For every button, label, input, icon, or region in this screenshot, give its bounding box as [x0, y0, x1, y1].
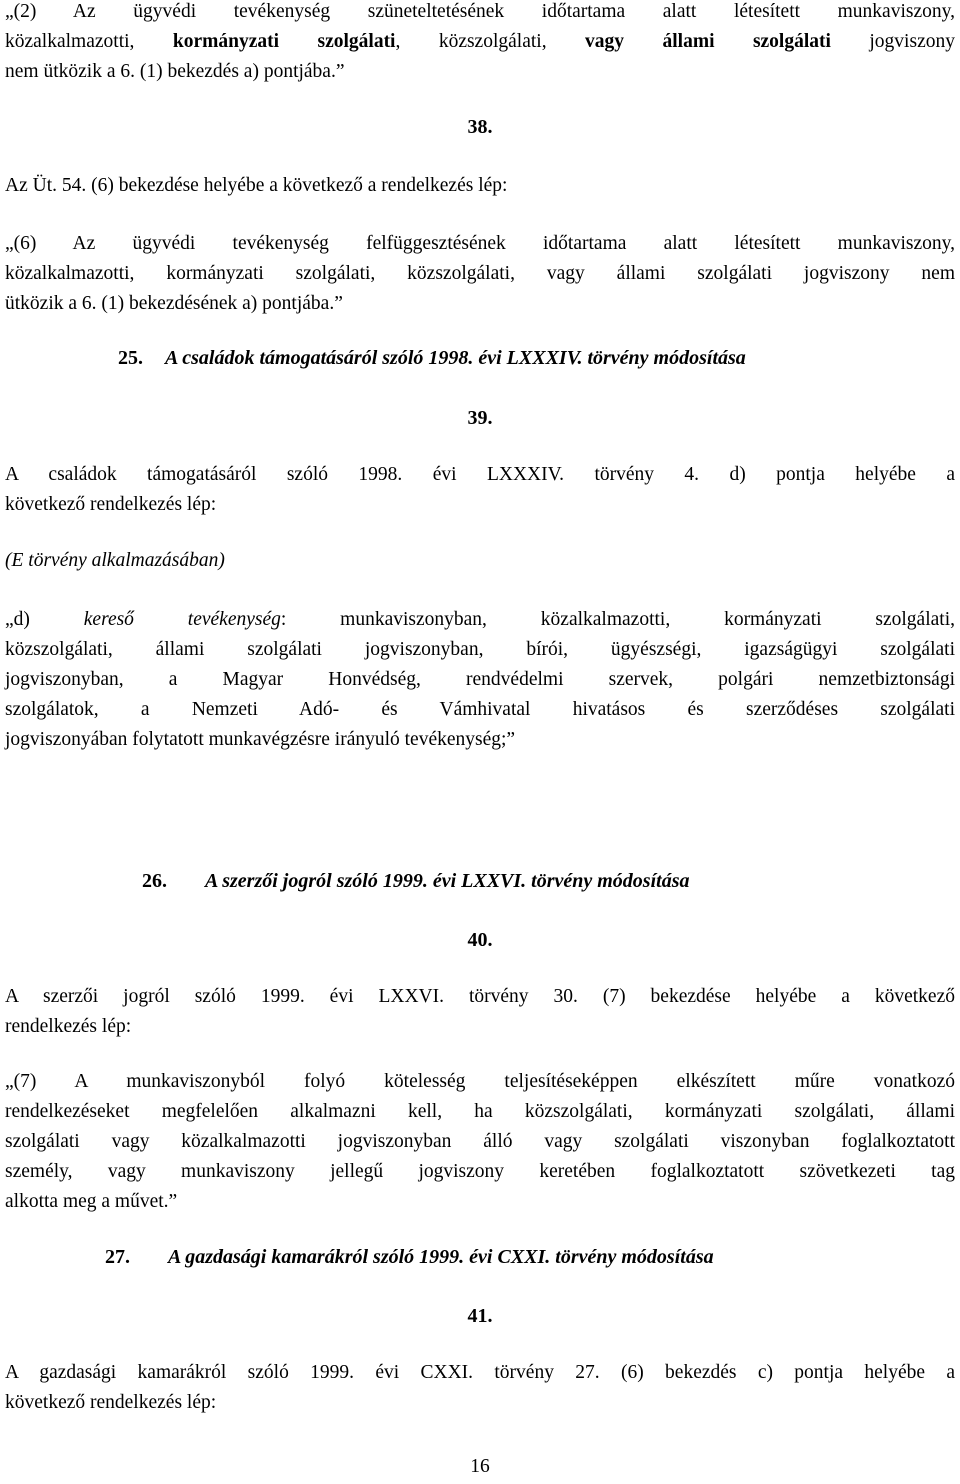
paragraph-gazdasagi-kamarak	[5, 1358, 955, 1418]
text-line: A szerzői jogról szóló 1999. évi LXXVI. törvény 30. (7) bekezdése helyébe a következő	[5, 986, 955, 1007]
paragraph-kereso-tevekenyseg	[5, 605, 955, 755]
text-line: személy, vagy munkaviszony jellegű jogviszony keretében foglalkoztatott szövetkezeti tag	[5, 1161, 955, 1182]
section-39: 39.	[467, 407, 493, 429]
bold-text: kormányzati szolgálati	[172, 31, 396, 52]
section-38: 38.	[467, 116, 493, 138]
chapter-number: 27.	[105, 1246, 130, 1268]
text-line: ütközik a 6. (1) bekezdésének a) pontjába.”	[5, 293, 343, 314]
chapter-heading-25	[5, 343, 955, 373]
section-41: 41.	[467, 1305, 493, 1327]
text-line: közalkalmazotti, kormányzati szolgálati, közszolgálati, vagy állami szolgálati jogviszony	[5, 31, 955, 52]
text-line: szolgálati vagy közalkalmazotti jogviszonyban álló vagy szolgálati viszonyban foglalkoztatott	[5, 1131, 955, 1152]
chapter-title: A gazdasági kamarákról szóló 1999. évi CXXI. törvény módosítása	[168, 1246, 714, 1268]
text-line: szolgálatok, a Nemzeti Adó- és Vámhivatal hivatásos és szerződéses szolgálati	[5, 699, 955, 720]
chapter-title: A családok támogatásáról szóló 1998. évi LXXXIV. törvény módosítása	[165, 347, 746, 369]
text-line: „(7) A munkaviszonyból folyó kötelesség teljesítéseképpen elkészített műre vonatkozó	[5, 1071, 955, 1092]
bold-text: vagy állami szolgálati	[585, 31, 831, 52]
text-line: következő rendelkezés lép:	[5, 494, 217, 515]
text-line: alkotta meg a művet.”	[5, 1191, 178, 1212]
text-line: A gazdasági kamarákról szóló 1999. évi CXXI. törvény 27. (6) bekezdés c) pontja helyébe a	[5, 1362, 955, 1383]
paragraph-ugyvedi-szuneteltetes	[5, 0, 955, 87]
text-line: rendelkezés lép:	[5, 1016, 132, 1037]
chapter-number: 25.	[118, 347, 143, 369]
section-40: 40.	[467, 929, 493, 951]
text-line: Az Üt. 54. (6) bekezdése helyébe a következő a rendelkezés lép:	[5, 175, 508, 196]
text-line: nem ütközik a 6. (1) bekezdés a) pontjába.”	[5, 61, 345, 82]
text-line: rendelkezéseket megfelelően alkalmazni kell, ha közszolgálati, kormányzati szolgálati, állami	[5, 1101, 955, 1122]
text-line: „(2) Az ügyvédi tevékenység szüneteltetésének időtartama alatt létesített munkaviszony,	[5, 1, 955, 22]
chapter-number: 26.	[142, 870, 167, 892]
paragraph-munkaviszony-mu	[5, 1067, 955, 1217]
text-line: közalkalmazotti, kormányzati szolgálati, közszolgálati, vagy állami szolgálati jogviszony nem	[5, 263, 955, 284]
text-line: (E törvény alkalmazásában)	[5, 550, 225, 571]
chapter-heading-27	[5, 1242, 955, 1272]
paragraph-az-ut-54	[5, 171, 955, 201]
text-line: következő rendelkezés lép:	[5, 1392, 217, 1413]
text-line: „(6) Az ügyvédi tevékenység felfüggesztésének időtartama alatt létesített munkaviszony,	[5, 233, 955, 254]
paragraph-e-torveny	[5, 546, 955, 576]
chapter-title: A szerzői jogról szóló 1999. évi LXXVI. törvény módosítása	[205, 870, 690, 892]
paragraph-ugyvedi-felfuggesztes	[5, 229, 955, 319]
page-number: 16	[470, 1456, 490, 1477]
text-line: „d) kereső tevékenység: munkaviszonyban, közalkalmazotti, kormányzati szolgálati,	[5, 609, 955, 630]
text-line: jogviszonyában folytatott munkavégzésre irányuló tevékenység;”	[5, 729, 516, 750]
text-line: jogviszonyban, a Magyar Honvédség, rendvédelmi szervek, polgári nemzetbiztonsági	[5, 669, 955, 690]
text-line: közszolgálati, állami szolgálati jogviszonyban, bírói, ügyészségi, igazságügyi szolgálati	[5, 639, 955, 660]
chapter-heading-26	[5, 866, 955, 896]
italic-term: kereső tevékenység	[83, 609, 281, 630]
paragraph-szerzoi-jog	[5, 982, 955, 1042]
text-line: A családok támogatásáról szóló 1998. évi LXXXIV. törvény 4. d) pontja helyébe a	[5, 464, 955, 485]
paragraph-csaladok-tamogatasa	[5, 460, 955, 520]
